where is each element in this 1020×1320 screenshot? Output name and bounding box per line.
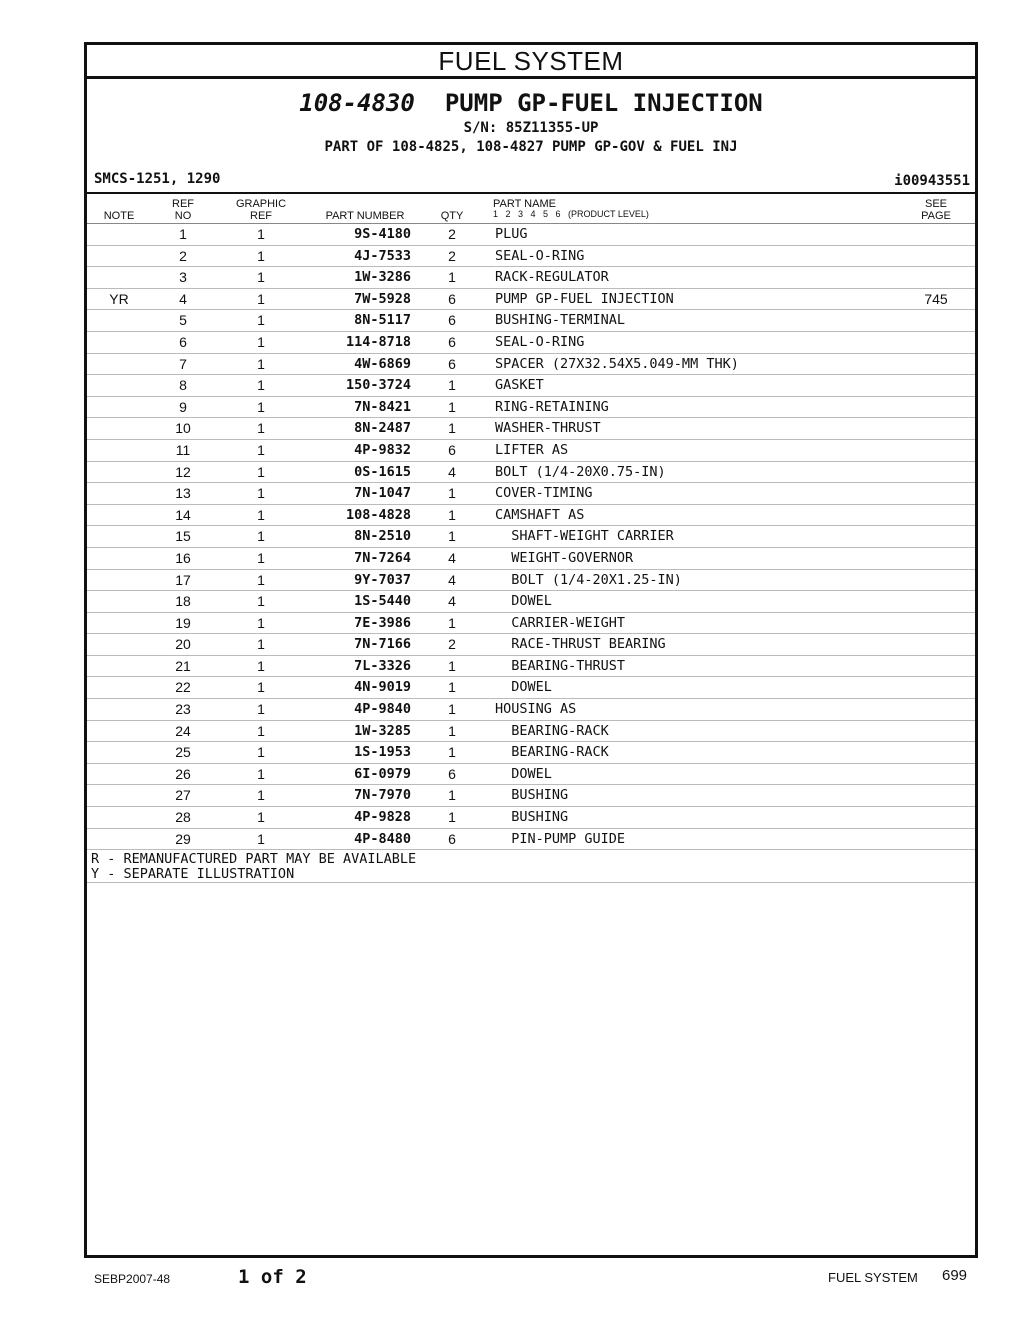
ref-no-cell: 1 [179, 226, 187, 242]
col-graphic-bottom: REF [250, 210, 272, 222]
graphic-ref-cell: 1 [257, 765, 265, 782]
table-row [87, 267, 975, 289]
table-row [87, 483, 975, 505]
table-row [87, 699, 975, 721]
qty-cell: 2 [448, 636, 456, 653]
ref-no-cell: 4 [179, 290, 187, 307]
graphic-ref-cell: 1 [257, 571, 265, 588]
qty-cell: 1 [448, 657, 456, 674]
page-frame [84, 42, 978, 1258]
qty-cell: 1 [448, 787, 456, 804]
table-row [87, 613, 975, 635]
graphic-ref-cell: 1 [257, 290, 265, 307]
part-number-cell: 7W-5928 [354, 290, 411, 307]
graphic-ref-cell: 1 [257, 636, 265, 653]
ref-no-cell: 29 [175, 830, 191, 847]
part-name-cell: SHAFT-WEIGHT CARRIER [495, 528, 674, 545]
col-see-top: SEE [924, 198, 947, 210]
part-number-cell: 4P-9832 [354, 441, 411, 458]
ref-no-cell: 12 [175, 463, 191, 480]
page-of: 1 of 2 [238, 1266, 307, 1288]
graphic-ref-cell: 1 [257, 679, 265, 696]
ref-no-cell: 8 [179, 377, 187, 394]
table-row [87, 418, 975, 440]
part-name-cell: CARRIER-WEIGHT [495, 614, 626, 631]
table-row [87, 332, 975, 354]
qty-cell: 6 [448, 290, 456, 307]
graphic-ref-cell: 1 [257, 722, 265, 739]
part-number-cell: 7L-3326 [354, 657, 411, 674]
page-footer [0, 1266, 1020, 1296]
ref-no-cell: 13 [175, 485, 191, 502]
col-see-bottom: PAGE [921, 210, 951, 222]
part-of-line: PART OF 108-4825, 108-4827 PUMP GP-GOV & FUEL INJ [324, 139, 738, 155]
part-number-cell: 8N-2510 [354, 528, 411, 545]
part-number-cell: 4P-9828 [354, 809, 411, 826]
part-name-cell: COVER-TIMING [495, 485, 593, 502]
graphic-ref-cell: 1 [257, 701, 265, 718]
table-row [87, 570, 975, 592]
part-number-cell: 7N-7166 [354, 636, 411, 653]
table-row [87, 656, 975, 678]
ref-no-cell: 11 [175, 441, 191, 458]
table-row [87, 310, 975, 332]
table-row [87, 634, 975, 656]
group-title [87, 89, 975, 117]
part-name-cell: BEARING-RACK [495, 722, 609, 739]
ref-no-cell: 23 [175, 701, 191, 718]
part-number-cell: 1S-1953 [354, 744, 411, 761]
qty-cell: 6 [448, 765, 456, 782]
part-number-cell: 8N-2487 [354, 420, 411, 437]
part-name-cell: CAMSHAFT AS [495, 506, 585, 523]
qty-cell: 4 [448, 463, 456, 480]
graphic-ref-cell: 1 [257, 614, 265, 631]
note-cell: YR [109, 290, 129, 307]
table-row [87, 462, 975, 484]
graphic-ref-cell: 1 [257, 549, 265, 566]
part-number-cell: 4P-9840 [354, 701, 411, 718]
part-name-cell: DOWEL [495, 593, 552, 610]
part-number-cell: 1W-3285 [354, 722, 411, 739]
column-headers [87, 194, 975, 224]
graphic-ref-cell: 1 [257, 506, 265, 523]
parts-table [87, 224, 975, 850]
serial-number: S/N: 85Z11355-UP [463, 120, 599, 136]
ref-no-cell: 17 [175, 571, 191, 588]
col-qty: QTY [440, 210, 464, 222]
part-number-cell: 4W-6869 [354, 355, 411, 372]
part-name-cell: DOWEL [495, 765, 552, 782]
graphic-ref-cell: 1 [257, 377, 265, 394]
part-name-cell: BEARING-THRUST [495, 657, 626, 674]
qty-cell: 1 [448, 269, 456, 286]
col-ref-bottom: NO [174, 210, 192, 222]
page-number: 699 [942, 1267, 968, 1284]
part-number-cell: 7E-3986 [354, 614, 411, 631]
col-part-name: PART NAME [493, 198, 556, 210]
table-row [87, 591, 975, 613]
graphic-ref-cell: 1 [257, 657, 265, 674]
qty-cell: 6 [448, 355, 456, 372]
qty-cell: 4 [448, 549, 456, 566]
table-row [87, 505, 975, 527]
part-name-cell: BOLT (1/4-20X1.25-IN) [495, 571, 682, 588]
ref-no-cell: 28 [175, 809, 191, 826]
part-number-cell: 7N-1047 [354, 485, 411, 502]
part-number-cell: 9Y-7037 [354, 571, 411, 588]
ref-no-cell: 21 [175, 657, 191, 674]
part-name-cell: WASHER-THRUST [495, 420, 601, 437]
qty-cell: 1 [448, 744, 456, 761]
part-name-cell: LIFTER AS [495, 441, 569, 458]
legend-line: Y - SEPARATE ILLUSTRATION [91, 866, 295, 883]
graphic-ref-cell: 1 [257, 463, 265, 480]
qty-cell: 6 [448, 312, 456, 329]
graphic-ref-cell: 1 [257, 485, 265, 502]
ref-no-cell: 3 [179, 269, 187, 286]
see-page-cell: 745 [924, 290, 948, 307]
graphic-ref-cell: 1 [257, 312, 265, 329]
graphic-ref-cell: 1 [257, 333, 265, 350]
table-row [87, 354, 975, 376]
ref-no-cell: 25 [175, 744, 191, 761]
part-name-cell: BEARING-RACK [495, 744, 609, 761]
graphic-ref-cell: 1 [257, 226, 265, 242]
part-name-cell: PLUG [495, 226, 528, 242]
table-row [87, 375, 975, 397]
section-title: FUEL SYSTEM [87, 45, 975, 79]
col-part-number: PART NUMBER [325, 210, 405, 222]
table-row [87, 440, 975, 462]
part-number-cell: 4P-8480 [354, 830, 411, 847]
table-row [87, 807, 975, 829]
ref-no-cell: 26 [175, 765, 191, 782]
qty-cell: 6 [448, 441, 456, 458]
graphic-ref-cell: 1 [257, 355, 265, 372]
qty-cell: 1 [448, 701, 456, 718]
ref-no-cell: 5 [179, 312, 187, 329]
legend-line: R - REMANUFACTURED PART MAY BE AVAILABLE [91, 851, 417, 868]
ref-no-cell: 24 [175, 722, 191, 739]
part-name-cell: WEIGHT-GOVERNOR [495, 549, 634, 566]
ref-no-cell: 2 [179, 247, 187, 264]
part-number-cell: 114-8718 [345, 333, 411, 350]
graphic-ref-cell: 1 [257, 441, 265, 458]
ref-no-cell: 19 [175, 614, 191, 631]
qty-cell: 1 [448, 398, 456, 415]
group-number: 108-4830 [299, 89, 415, 117]
graphic-ref-cell: 1 [257, 398, 265, 415]
graphic-ref-cell: 1 [257, 269, 265, 286]
doc-id: SEBP2007-48 [94, 1272, 171, 1286]
part-number-cell: 4N-9019 [354, 679, 411, 696]
part-name-cell: SEAL-O-RING [495, 247, 585, 264]
graphic-ref-cell: 1 [257, 830, 265, 847]
part-number-cell: 9S-4180 [354, 226, 411, 242]
part-name-cell: BUSHING [495, 809, 569, 826]
part-number-cell: 108-4828 [345, 506, 411, 523]
part-name-cell: RACE-THRUST BEARING [495, 636, 666, 653]
col-ref-top: REF [172, 198, 194, 210]
qty-cell: 4 [448, 593, 456, 610]
table-row [87, 526, 975, 548]
ref-no-cell: 6 [179, 333, 187, 350]
qty-cell: 4 [448, 571, 456, 588]
part-number-cell: 0S-1615 [354, 463, 411, 480]
table-row [87, 721, 975, 743]
ref-no-cell: 22 [175, 679, 191, 696]
qty-cell: 1 [448, 377, 456, 394]
graphic-ref-cell: 1 [257, 809, 265, 826]
graphic-ref-cell: 1 [257, 744, 265, 761]
footer-section: FUEL SYSTEM [828, 1270, 918, 1285]
qty-cell: 6 [448, 830, 456, 847]
qty-cell: 6 [448, 333, 456, 350]
group-name: PUMP GP-FUEL INJECTION [444, 89, 763, 117]
ref-no-cell: 15 [175, 528, 191, 545]
table-row [87, 246, 975, 268]
part-number-cell: 6I-0979 [354, 765, 411, 782]
table-row [87, 677, 975, 699]
part-name-cell: BOLT (1/4-20X0.75-IN) [495, 463, 666, 480]
part-number-cell: 1W-3286 [354, 269, 411, 286]
part-number-cell: 4J-7533 [354, 247, 411, 264]
qty-cell: 2 [448, 247, 456, 264]
table-row [87, 224, 975, 246]
qty-cell: 1 [448, 722, 456, 739]
qty-cell: 1 [448, 506, 456, 523]
part-name-cell: GASKET [495, 377, 544, 394]
ref-no-cell: 10 [175, 420, 191, 437]
part-number-cell: 7N-8421 [354, 398, 411, 415]
part-name-cell: DOWEL [495, 679, 552, 696]
graphic-ref-cell: 1 [257, 593, 265, 610]
graphic-ref-cell: 1 [257, 528, 265, 545]
graphic-ref-cell: 1 [257, 787, 265, 804]
part-name-cell: RACK-REGULATOR [495, 269, 609, 286]
part-number-cell: 150-3724 [345, 377, 411, 394]
table-row [87, 785, 975, 807]
ref-no-cell: 27 [175, 787, 191, 804]
group-header [87, 79, 975, 194]
qty-cell: 1 [448, 614, 456, 631]
illustration-id: i00943551 [894, 173, 970, 189]
part-number-cell: 8N-5117 [354, 312, 411, 329]
part-name-cell: PIN-PUMP GUIDE [495, 830, 626, 847]
legend [87, 850, 975, 883]
col-product-level: 1 2 3 4 5 6 (PRODUCT LEVEL) [493, 209, 649, 219]
part-name-cell: BUSHING-TERMINAL [495, 312, 626, 329]
qty-cell: 1 [448, 528, 456, 545]
table-row [87, 397, 975, 419]
qty-cell: 1 [448, 485, 456, 502]
ref-no-cell: 14 [175, 506, 191, 523]
part-name-cell: BUSHING [495, 787, 569, 804]
ref-no-cell: 20 [175, 636, 191, 653]
part-name-cell: PUMP GP-FUEL INJECTION [495, 290, 674, 307]
qty-cell: 1 [448, 420, 456, 437]
col-graphic-top: GRAPHIC [235, 198, 287, 210]
part-name-cell: HOUSING AS [495, 701, 577, 718]
qty-cell: 2 [448, 226, 456, 242]
graphic-ref-cell: 1 [257, 247, 265, 264]
table-row [87, 289, 975, 311]
ref-no-cell: 7 [179, 355, 187, 372]
graphic-ref-cell: 1 [257, 420, 265, 437]
qty-cell: 1 [448, 679, 456, 696]
ref-no-cell: 18 [175, 593, 191, 610]
part-number-cell: 7N-7264 [354, 549, 411, 566]
part-name-cell: SEAL-O-RING [495, 333, 585, 350]
ref-no-cell: 9 [179, 398, 187, 415]
smcs-code: SMCS-1251, 1290 [94, 171, 221, 187]
part-number-cell: 1S-5440 [354, 593, 411, 610]
table-row [87, 764, 975, 786]
ref-no-cell: 16 [175, 549, 191, 566]
table-row [87, 742, 975, 764]
part-number-cell: 7N-7970 [354, 787, 411, 804]
qty-cell: 1 [448, 809, 456, 826]
col-note: NOTE [103, 210, 135, 222]
part-name-cell: SPACER (27X32.54X5.049-MM THK) [495, 355, 739, 372]
table-row [87, 829, 975, 851]
table-row [87, 548, 975, 570]
part-name-cell: RING-RETAINING [495, 398, 609, 415]
